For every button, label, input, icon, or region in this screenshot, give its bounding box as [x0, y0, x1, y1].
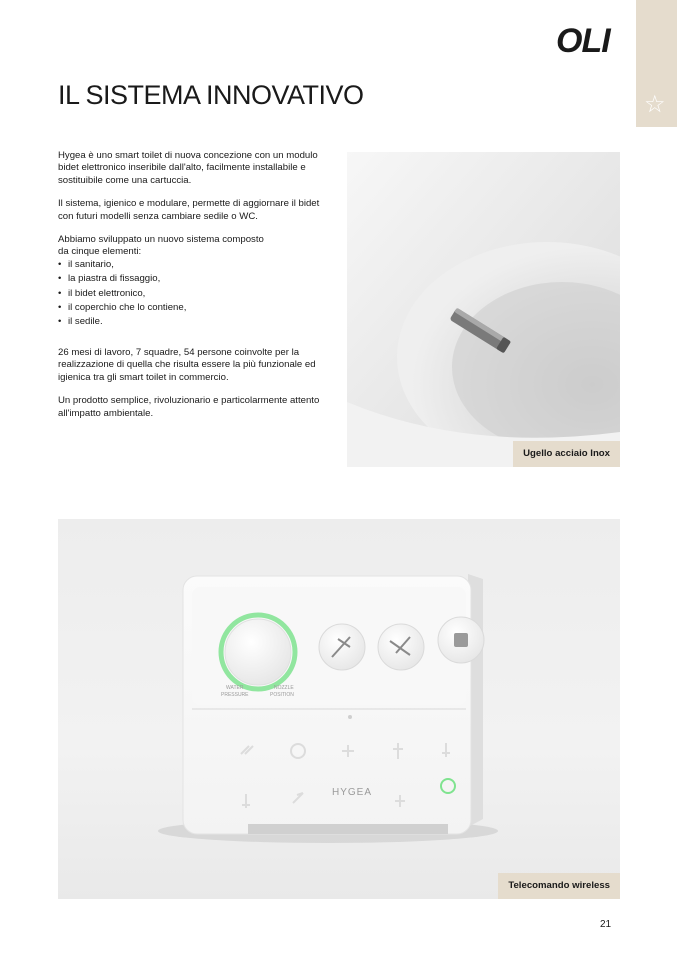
nozzle-illustration	[347, 152, 620, 467]
list-item: • il bidet elettronico,	[58, 288, 330, 300]
nozzle-label-1: NOZZLE	[274, 685, 294, 691]
intro-paragraph: Hygea è uno smart toilet di nuova concezione con un modulo bidet elettronico inseribile dall'alto, facilmente installabile e sostituibile come una cartuccia.	[58, 150, 318, 186]
work-paragraph: 26 mesi di lavoro, 7 squadre, 54 persone coinvolte per la realizzazione di quella che risulta essere la più funzionale ed igienica tra gli smart toilet in commercio.	[58, 346, 316, 383]
elements-intro	[58, 234, 330, 259]
brand-logo: OLI	[556, 22, 610, 60]
position-label-2: POSITION	[270, 692, 294, 698]
nozzle-caption: Ugello acciaio Inox	[513, 441, 620, 467]
elements-intro-line-1: Abbiamo sviluppato un nuovo sistema composto	[58, 234, 264, 246]
page-number: 21	[600, 919, 612, 930]
water-label-1: WATER	[226, 685, 244, 691]
elements-intro-line-2: da cinque elementi:	[58, 246, 142, 258]
brand-label: HYGEA	[332, 787, 373, 798]
list-item: • il coperchio che lo contiene,	[58, 302, 330, 314]
remote-photo	[58, 519, 620, 899]
section-tab[interactable]	[636, 0, 677, 127]
pressure-label-2: PRESSURE	[221, 692, 249, 698]
elements-list	[58, 259, 330, 329]
body-text	[58, 150, 330, 431]
remote-illustration	[58, 519, 620, 899]
page-title: IL SISTEMA INNOVATIVO	[58, 80, 364, 110]
list-item: • il sanitario,	[58, 259, 330, 271]
product-paragraph: Un prodotto semplice, rivoluzionario e particolarmente attento all'impatto ambientale.	[58, 395, 320, 419]
nozzle-photo	[347, 152, 620, 467]
list-item: • la piastra di fissaggio,	[58, 273, 330, 285]
star-outline-icon: ☆	[644, 90, 666, 118]
remote-caption: Telecomando wireless	[498, 873, 620, 899]
modular-paragraph: Il sistema, igienico e modulare, permette di aggiornare il bidet con futuri modelli senza cambiare sedile o WC.	[58, 198, 320, 222]
list-item: • il sedile.	[58, 316, 330, 328]
